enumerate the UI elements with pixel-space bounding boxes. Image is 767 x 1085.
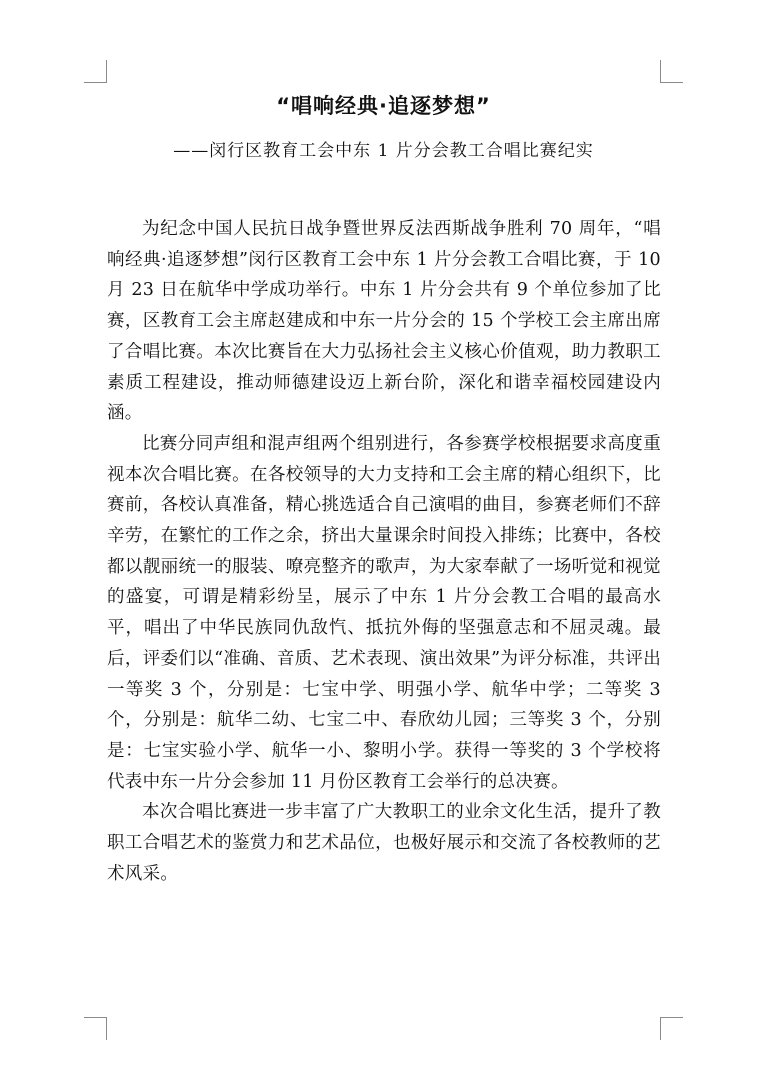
document-subtitle: ——闵行区教育工会中东 1 片分会教工合唱比赛纪实 [173, 141, 594, 161]
paragraph-intro: 为纪念中国人民抗日战争暨世界反法西斯战争胜利 70 周年，“唱响经典·追逐梦想”闵行区教育工会中东 1 片分会教工合唱比赛，于 10 月 23 日在航华中学成功举行。中东 1 片分会共有 9 个单位参加了比赛，区教育工会主席赵建成和中东一片分会的 15 个学校工会主席出席了合唱比赛。本次比赛旨在大力弘扬社会主义核心价值观，助力教职工素质工程建设，推动师德建设迈上新台阶，深化和谐幸福校园建设内涵。 [107, 219, 661, 424]
document-body [107, 214, 661, 889]
page-corner-mark-top-left [84, 60, 107, 83]
document-title: “唱响经典·追逐梦想” [276, 94, 491, 118]
page-corner-mark-bottom-right [660, 1017, 683, 1040]
paragraph-competition: 比赛分同声组和混声组两个组别进行，各参赛学校根据要求高度重视本次合唱比赛。在各校领导的大力支持和工会主席的精心组织下，比赛前，各校认真准备，精心挑选适合自己演唱的曲目，参赛老师们不辞辛劳，在繁忙的工作之余，挤出大量课余时间投入排练；比赛中，各校都以靓丽统一的服装、嘹亮整齐的歌声，为大家奉献了一场听觉和视觉的盛宴，可谓是精彩纷呈，展示了中东 1 片分会教工合唱的最高水平，唱出了中华民族同仇敌忾、抵抗外侮的坚强意志和不屈灵魂。最后，评委们以“准确、音质、艺术表现、演出效果”为评分标准，共评出一等奖 3 个，分别是：七宝中学、明强小学、航华中学；二等奖 3 个，分别是：航华二幼、七宝二中、春欣幼儿园；三等奖 3 个，分别是：七宝实验小学、航华一小、黎明小学。获得一等奖的 3 个学校将代表中东一片分会参加 11 月份区教育工会举行的总决赛。 [107, 433, 661, 792]
page-corner-mark-top-right [660, 60, 683, 83]
paragraph-conclusion: 本次合唱比赛进一步丰富了广大教职工的业余文化生活，提升了教职工合唱艺术的鉴赏力和艺术品位，也极好展示和交流了各校教师的艺术风采。 [107, 802, 661, 884]
page-corner-mark-bottom-left [84, 1017, 107, 1040]
